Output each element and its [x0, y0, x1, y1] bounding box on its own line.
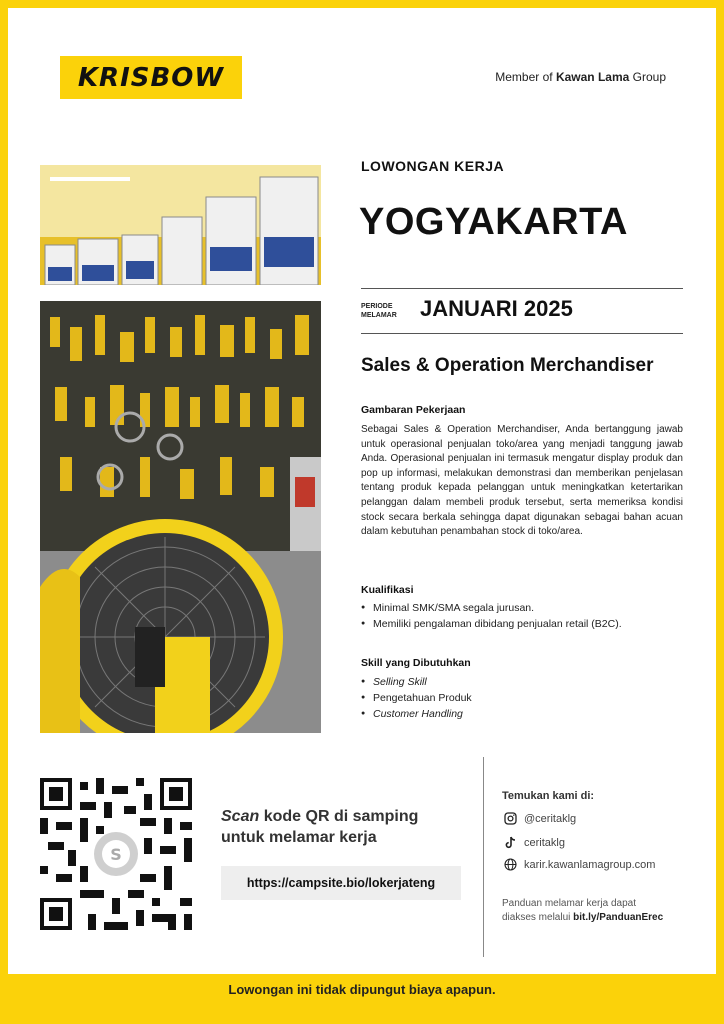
apply-url-link[interactable]: https://campsite.bio/lokerjateng [221, 866, 461, 900]
tiktok-link[interactable]: ceritaklg [504, 836, 565, 849]
instagram-icon [504, 812, 517, 825]
instagram-link[interactable]: @ceritaklg [504, 812, 576, 825]
vertical-divider [483, 757, 484, 957]
website-link[interactable]: karir.kawanlamagroup.com [504, 858, 655, 871]
store-photo [40, 157, 321, 733]
divider-top [361, 288, 683, 289]
list-item: ● Customer Handling [361, 706, 472, 722]
contact-heading: Temukan kami di: [502, 790, 595, 802]
guide-link[interactable]: bit.ly/PanduanErec [573, 912, 664, 923]
svg-text:S: S [110, 845, 122, 864]
qr-code[interactable] [40, 778, 192, 930]
globe-icon [504, 858, 517, 871]
skills-list [361, 674, 472, 722]
member-of-group: Member of Kawan Lama Group [495, 70, 666, 84]
position-title: Sales & Operation Merchandiser [361, 355, 654, 376]
krisbow-logo: KRISBOW [60, 56, 242, 99]
list-item: ● Memiliki pengalaman dibidang penjualan retail (B2C). [361, 616, 622, 632]
guide-note: Panduan melamar kerja dapat diakses melalui bit.ly/PanduanErec [502, 898, 664, 923]
scan-instruction: Scan kode QR di samping untuk melamar kerja [221, 808, 419, 846]
qualifications-heading: Kualifikasi [361, 584, 414, 596]
city-title: YOGYAKARTA [359, 201, 628, 243]
list-item: ● Minimal SMK/SMA segala jurusan. [361, 600, 622, 616]
qualifications-list [361, 600, 622, 632]
list-item: ● Selling Skill [361, 674, 472, 690]
description-heading: Gambaran Pekerjaan [361, 404, 466, 416]
divider-bottom [361, 333, 683, 334]
job-vacancy-label: LOWONGAN KERJA [361, 158, 505, 174]
list-item: ● Pengetahuan Produk [361, 690, 472, 706]
job-description: Sebagai Sales & Operation Merchandiser, Anda bertanggung jawab untuk operasional penjualan toko/area yang menjadi tanggung jawab Anda. Operasional penjualan ini termasuk mengatur display produk dan pop up informasi, melakukan demonstrasi dan memberikan penjelasan tentang produk kepada pelanggan untuk meningkatkan ketertarikan pelanggan dalam membeli produk tersebut, serta memeriksa kondisi stock secara berkala sehingga dapat digunakan sebagai bahan acuan dalam kebutuhan penambahan stock di toko/area. [361, 424, 683, 538]
skills-heading: Skill yang Dibutuhkan [361, 657, 471, 669]
periode-label: PERIODE MELAMAR [361, 303, 397, 319]
tiktok-icon [504, 836, 517, 849]
free-of-charge-notice: Lowongan ini tidak dipungut biaya apapun. [228, 982, 496, 997]
period-month: JANUARI 2025 [420, 296, 573, 321]
